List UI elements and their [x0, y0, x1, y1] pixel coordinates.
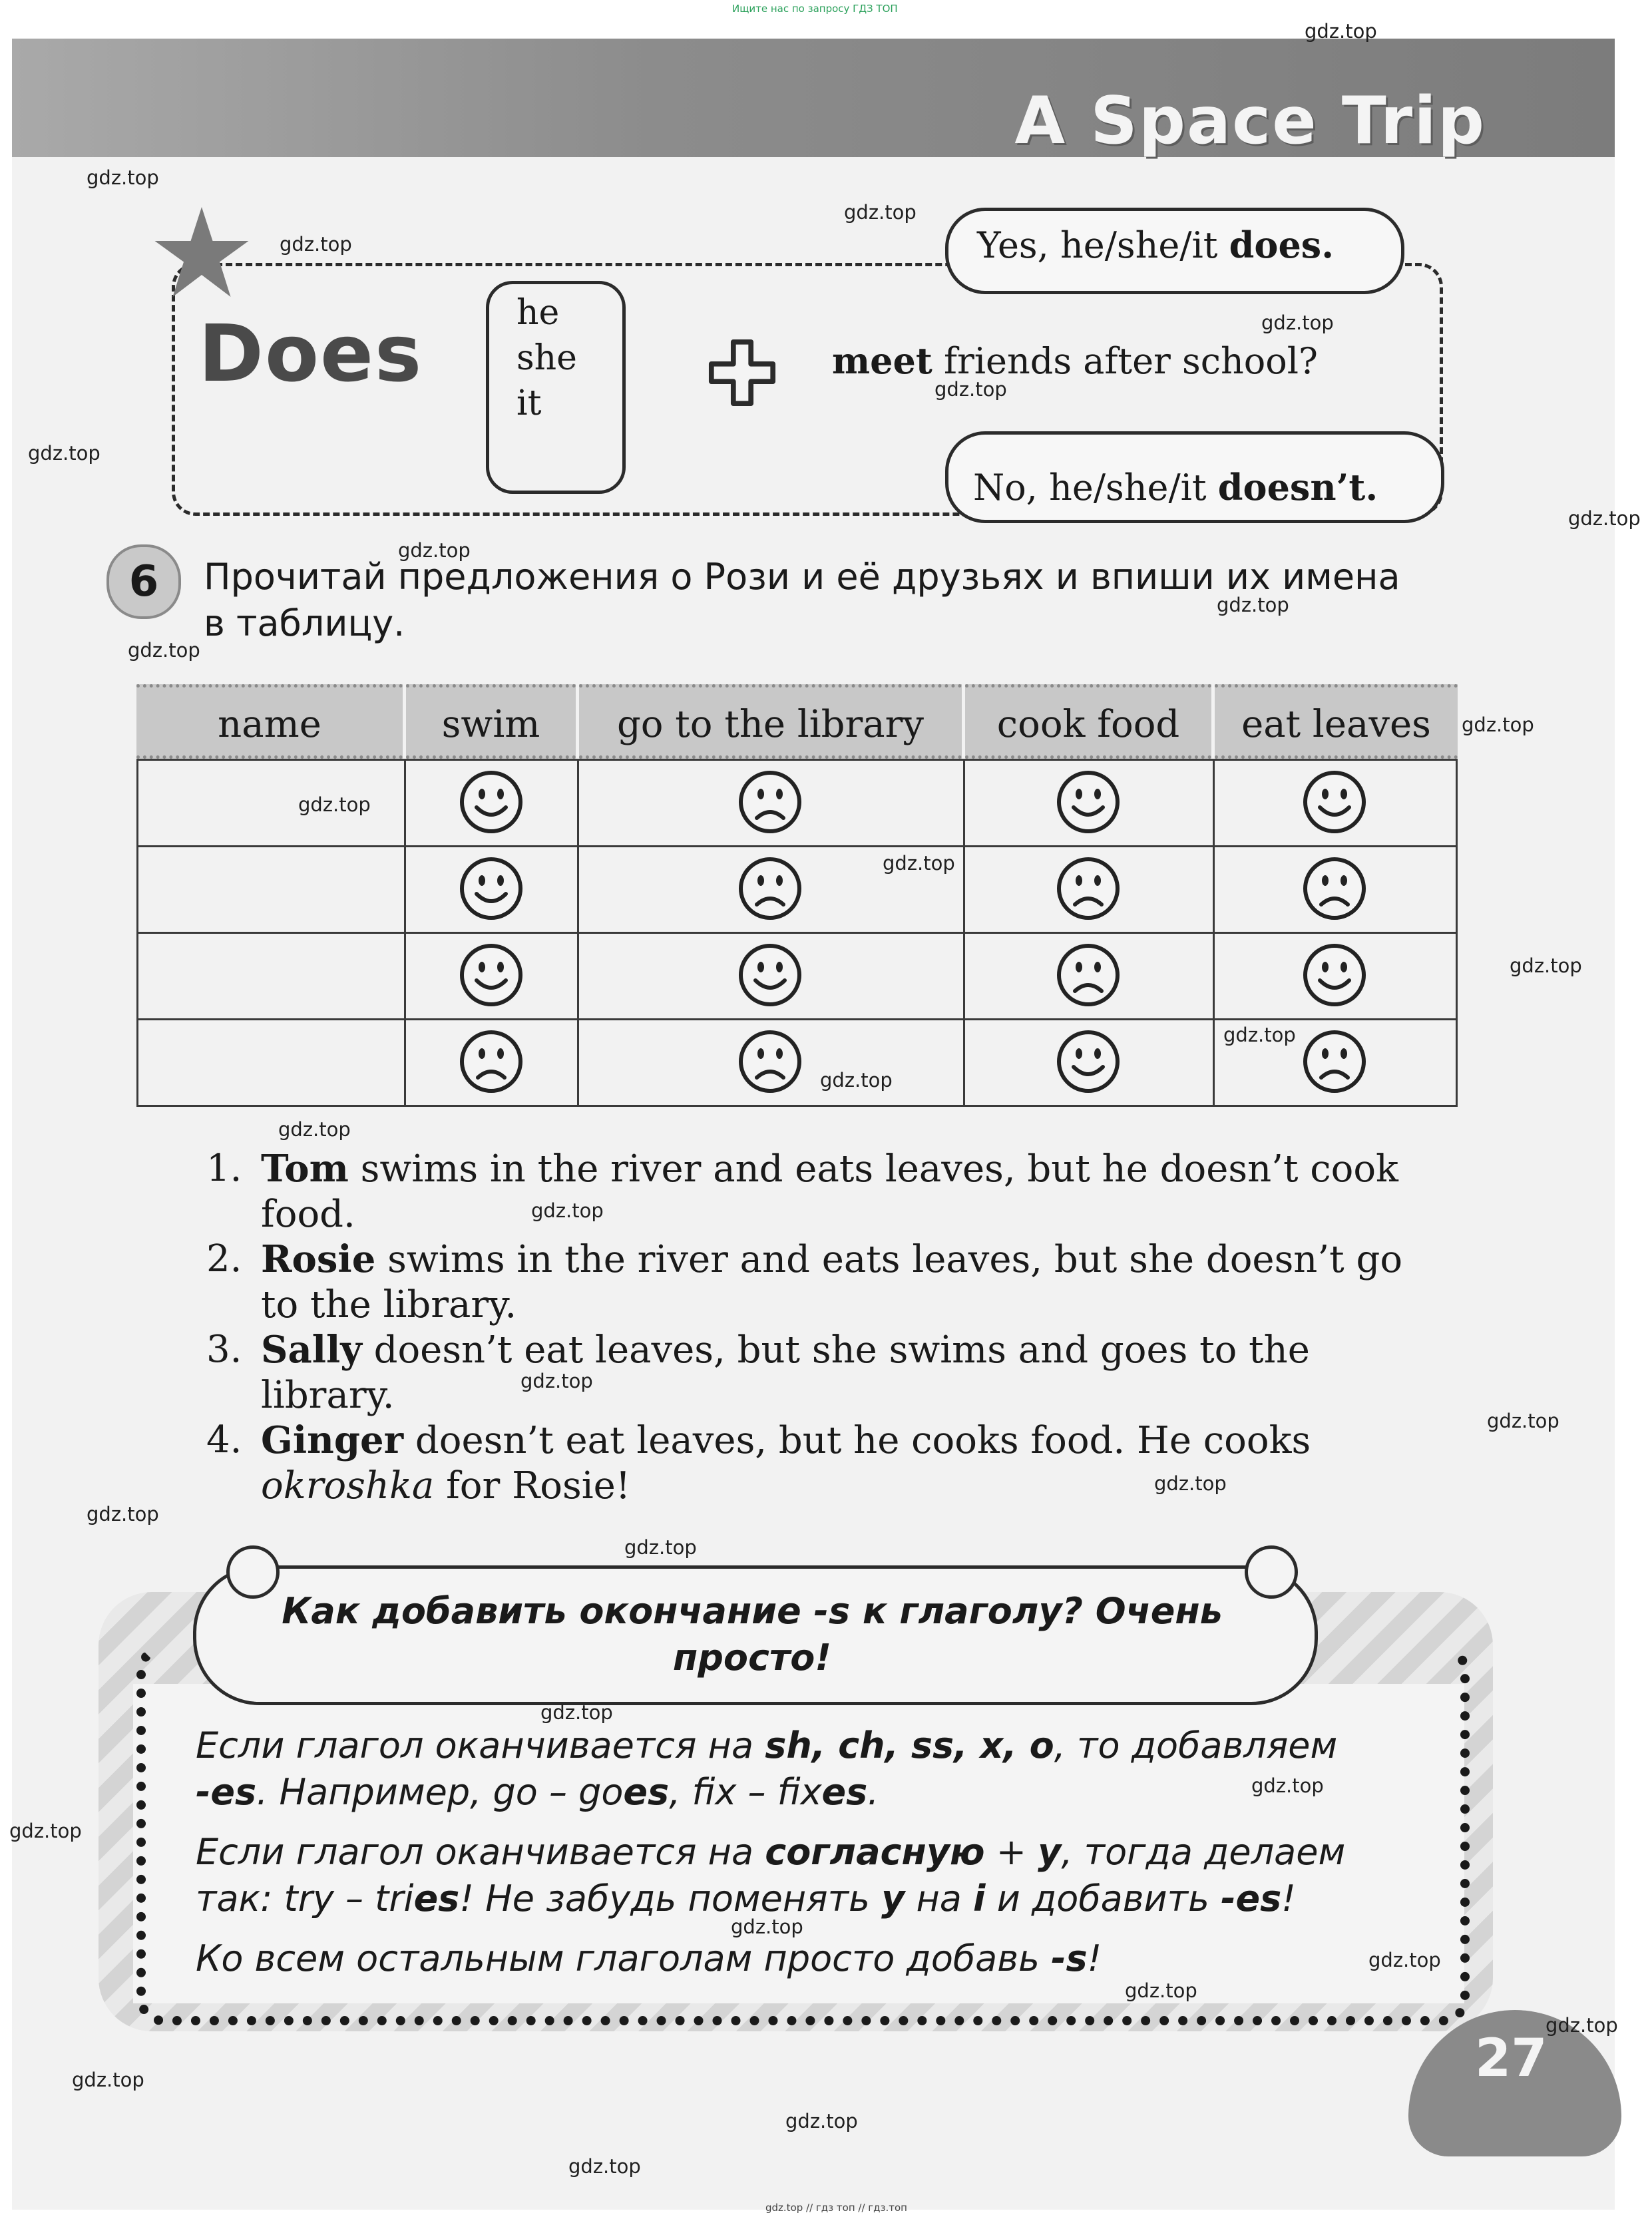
- watermark: gdz.top: [568, 2155, 641, 2178]
- table-line: [136, 845, 1458, 847]
- name-cell-4[interactable]: [140, 1022, 403, 1103]
- watermark: gdz.top: [1154, 1472, 1227, 1495]
- name-cell-2[interactable]: [140, 849, 403, 930]
- sad-face-icon: [1301, 855, 1368, 922]
- rule-line-2: -es. Например, go – goes, fix – fixes.: [196, 1771, 879, 1813]
- column-header-swim: swim: [406, 684, 576, 759]
- rule-line-1: Если глагол оканчивается на sh, ch, ss, x, o, то добавляем: [196, 1724, 1338, 1766]
- happy-face-icon: [1055, 1028, 1122, 1095]
- watermark: gdz.top: [72, 2069, 144, 2091]
- sad-face-icon: [458, 1028, 524, 1095]
- sad-face-icon: [1055, 855, 1122, 922]
- column-header-name: name: [136, 684, 403, 759]
- watermark: gdz.top: [1487, 1410, 1559, 1432]
- table-line: [136, 932, 1458, 934]
- watermark: gdz.top: [1251, 1774, 1324, 1797]
- answer-yes: Yes, he/she/it does.: [977, 224, 1335, 266]
- table-line: [136, 759, 138, 1106]
- happy-face-icon: [458, 855, 524, 922]
- sad-face-icon: [737, 855, 803, 922]
- sad-face-icon: [1055, 942, 1122, 1008]
- watermark: gdz.top: [844, 201, 917, 224]
- sentence-2: 2. Rosie swims in the river and eats leaves, but she doesn’t go to the library.: [206, 1237, 1403, 1326]
- watermark: gdz.top: [1223, 1024, 1296, 1046]
- column-header-eat: eat leaves: [1215, 684, 1458, 759]
- watermark: gdz.top: [531, 1199, 604, 1222]
- watermark: gdz.top: [1305, 20, 1377, 43]
- happy-face-icon: [458, 942, 524, 1008]
- happy-face-icon: [1055, 769, 1122, 835]
- rule-title: Как добавить окончание -s к глаголу? Очень просто!: [282, 1590, 1223, 1679]
- happy-face-icon: [1301, 942, 1368, 1008]
- question-text: meet friends after school?: [832, 339, 1319, 382]
- page-number: 27: [1475, 2029, 1548, 2089]
- rule-line-5: Ко всем остальным глаголам просто добавь -s!: [196, 1937, 1102, 1979]
- watermark: gdz.top: [278, 1118, 351, 1141]
- happy-face-icon: [458, 769, 524, 835]
- watermark: gdz.top: [87, 1503, 159, 1525]
- plus-icon: [706, 336, 779, 409]
- page-title: A Space Trip: [1014, 83, 1486, 159]
- watermark: gdz.top: [298, 793, 371, 816]
- watermark: gdz.top: [934, 378, 1007, 401]
- watermark: gdz.top: [883, 852, 955, 875]
- table-line: [1213, 759, 1215, 1106]
- pronoun-she: she: [516, 338, 577, 378]
- table-line: [1456, 759, 1458, 1106]
- watermark: gdz.top: [624, 1536, 697, 1559]
- sentence-1: 1. Tom swims in the river and eats leaves, but he doesn’t cook food.: [206, 1147, 1398, 1236]
- table-line: [136, 1018, 1458, 1020]
- sentence-3: 3. Sally doesn’t eat leaves, but she swims and goes to the library.: [206, 1328, 1310, 1417]
- watermark: gdz.top: [1368, 1949, 1441, 1971]
- column-header-library: go to the library: [579, 684, 962, 759]
- watermark: gdz.top: [731, 1916, 803, 1938]
- table-line: [404, 759, 406, 1106]
- happy-face-icon: [1301, 769, 1368, 835]
- watermark: gdz.top: [785, 2110, 858, 2132]
- watermark: gdz.top: [1546, 2014, 1618, 2037]
- watermark: gdz.top: [87, 166, 159, 189]
- exercise-number: 6: [106, 544, 181, 619]
- bottom-note: gdz.top // гдз топ // гдз.топ: [765, 2202, 907, 2214]
- watermark: gdz.top: [1125, 1979, 1197, 2002]
- sad-face-icon: [737, 769, 803, 835]
- watermark: gdz.top: [520, 1370, 593, 1392]
- top-note: Ищите нас по запросу ГДЗ ТОП: [732, 3, 898, 15]
- watermark: gdz.top: [1261, 311, 1334, 334]
- watermark: gdz.top: [9, 1820, 82, 1842]
- name-cell-3[interactable]: [140, 935, 403, 1016]
- watermark: gdz.top: [1510, 954, 1582, 977]
- exercise-instruction: Прочитай предложения о Рози и её друзьях и впиши их имена в таблицу.: [204, 556, 1400, 644]
- watermark: gdz.top: [398, 539, 471, 562]
- does-word: Does: [198, 307, 423, 399]
- watermark: gdz.top: [280, 233, 352, 256]
- star-icon: [152, 203, 252, 303]
- pronoun-he: he: [516, 293, 560, 333]
- watermark: gdz.top: [1568, 507, 1641, 530]
- watermark: gdz.top: [820, 1069, 893, 1092]
- watermark: gdz.top: [1217, 594, 1289, 616]
- watermark: gdz.top: [540, 1701, 613, 1724]
- sad-face-icon: [1301, 1028, 1368, 1095]
- table-line: [963, 759, 965, 1106]
- table-line: [136, 759, 1458, 761]
- rule-line-4: так: try – tries! Не забудь поменять y на i и добавить -es!: [196, 1878, 1296, 1919]
- pronoun-it: it: [516, 383, 542, 423]
- table-line: [577, 759, 579, 1106]
- sentence-4: 4. Ginger doesn’t eat leaves, but he cooks food. He cooks okroshka for Rosie!: [206, 1418, 1311, 1508]
- answer-no: No, he/she/it doesn’t.: [973, 466, 1378, 508]
- column-header-cook: cook food: [965, 684, 1211, 759]
- sad-face-icon: [737, 1028, 803, 1095]
- watermark: gdz.top: [128, 639, 200, 662]
- table-line: [136, 1105, 1458, 1107]
- watermark: gdz.top: [1462, 713, 1534, 736]
- happy-face-icon: [737, 942, 803, 1008]
- rule-line-3: Если глагол оканчивается на согласную + y, тогда делаем: [196, 1831, 1346, 1873]
- watermark: gdz.top: [28, 442, 101, 465]
